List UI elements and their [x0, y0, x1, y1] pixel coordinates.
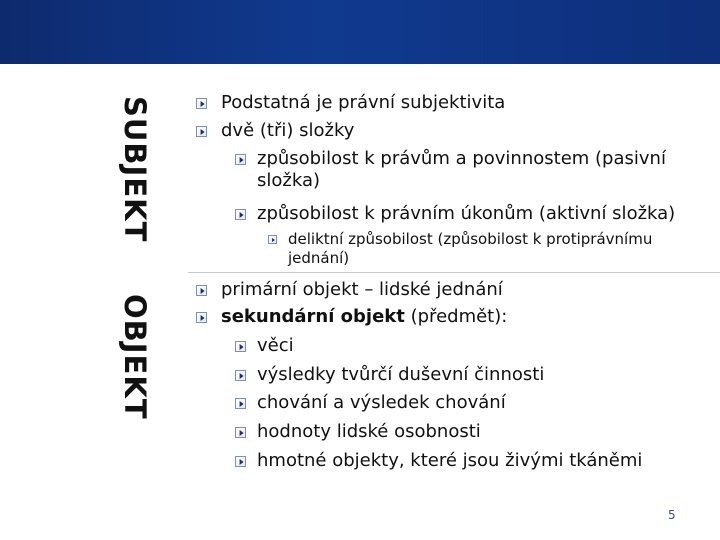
list-item [196, 120, 354, 142]
list-item-text [221, 306, 507, 328]
list-item-line: deliktní způsobilost (způsobilost k protiprávnímu [288, 230, 653, 248]
top-banner [0, 0, 720, 64]
list-item [235, 392, 506, 414]
page-number: 5 [668, 508, 676, 522]
section-divider [188, 272, 720, 273]
square-arrow-bullet-icon [196, 98, 207, 109]
square-arrow-bullet-icon [196, 285, 207, 296]
square-arrow-bullet-icon [235, 209, 246, 220]
list-item [235, 203, 675, 225]
list-item-text: dvě (tři) složky [221, 120, 355, 141]
list-item-rest-text: (předmět): [404, 306, 508, 327]
square-arrow-bullet-icon [235, 370, 246, 381]
list-item [196, 92, 505, 114]
square-arrow-bullet-icon [235, 398, 246, 409]
list-item [235, 335, 294, 357]
square-arrow-bullet-icon [235, 456, 246, 467]
list-item [235, 364, 544, 386]
list-item-line: jednání) [288, 249, 350, 267]
square-arrow-bullet-icon [268, 235, 277, 244]
list-item-text: hodnoty lidské osobnosti [257, 421, 481, 442]
subjekt-vertical-title: SUBJEKT [118, 96, 152, 243]
list-item [235, 148, 666, 192]
list-item-text: věci [257, 335, 294, 356]
square-arrow-bullet-icon [235, 427, 246, 438]
list-item [268, 230, 652, 268]
objekt-vertical-title: OBJEKT [118, 294, 152, 420]
list-item-bold-text: sekundární objekt [221, 306, 405, 327]
list-item-text: primární objekt – lidské jednání [221, 279, 503, 300]
list-item-text: chování a výsledek chování [257, 392, 506, 413]
list-item-text: způsobilost k právním úkonům (aktivní složka) [257, 203, 676, 224]
square-arrow-bullet-icon [235, 341, 246, 352]
list-item-text: Podstatná je právní subjektivita [221, 92, 506, 113]
square-arrow-bullet-icon [196, 312, 207, 323]
square-arrow-bullet-icon [196, 126, 207, 137]
list-item-text: hmotné objekty, které jsou živými tkáněmi [257, 450, 643, 471]
list-item-text [288, 230, 652, 268]
list-item-text: výsledky tvůrčí duševní činnosti [257, 364, 545, 385]
list-item [235, 421, 481, 443]
list-item [196, 306, 507, 328]
list-item [196, 279, 503, 301]
list-item [235, 450, 642, 472]
list-item-line: složka) [257, 170, 320, 191]
square-arrow-bullet-icon [235, 154, 246, 165]
list-item-text [257, 148, 666, 192]
list-item-line: způsobilost k právům a povinnostem (pasivní [257, 148, 666, 169]
